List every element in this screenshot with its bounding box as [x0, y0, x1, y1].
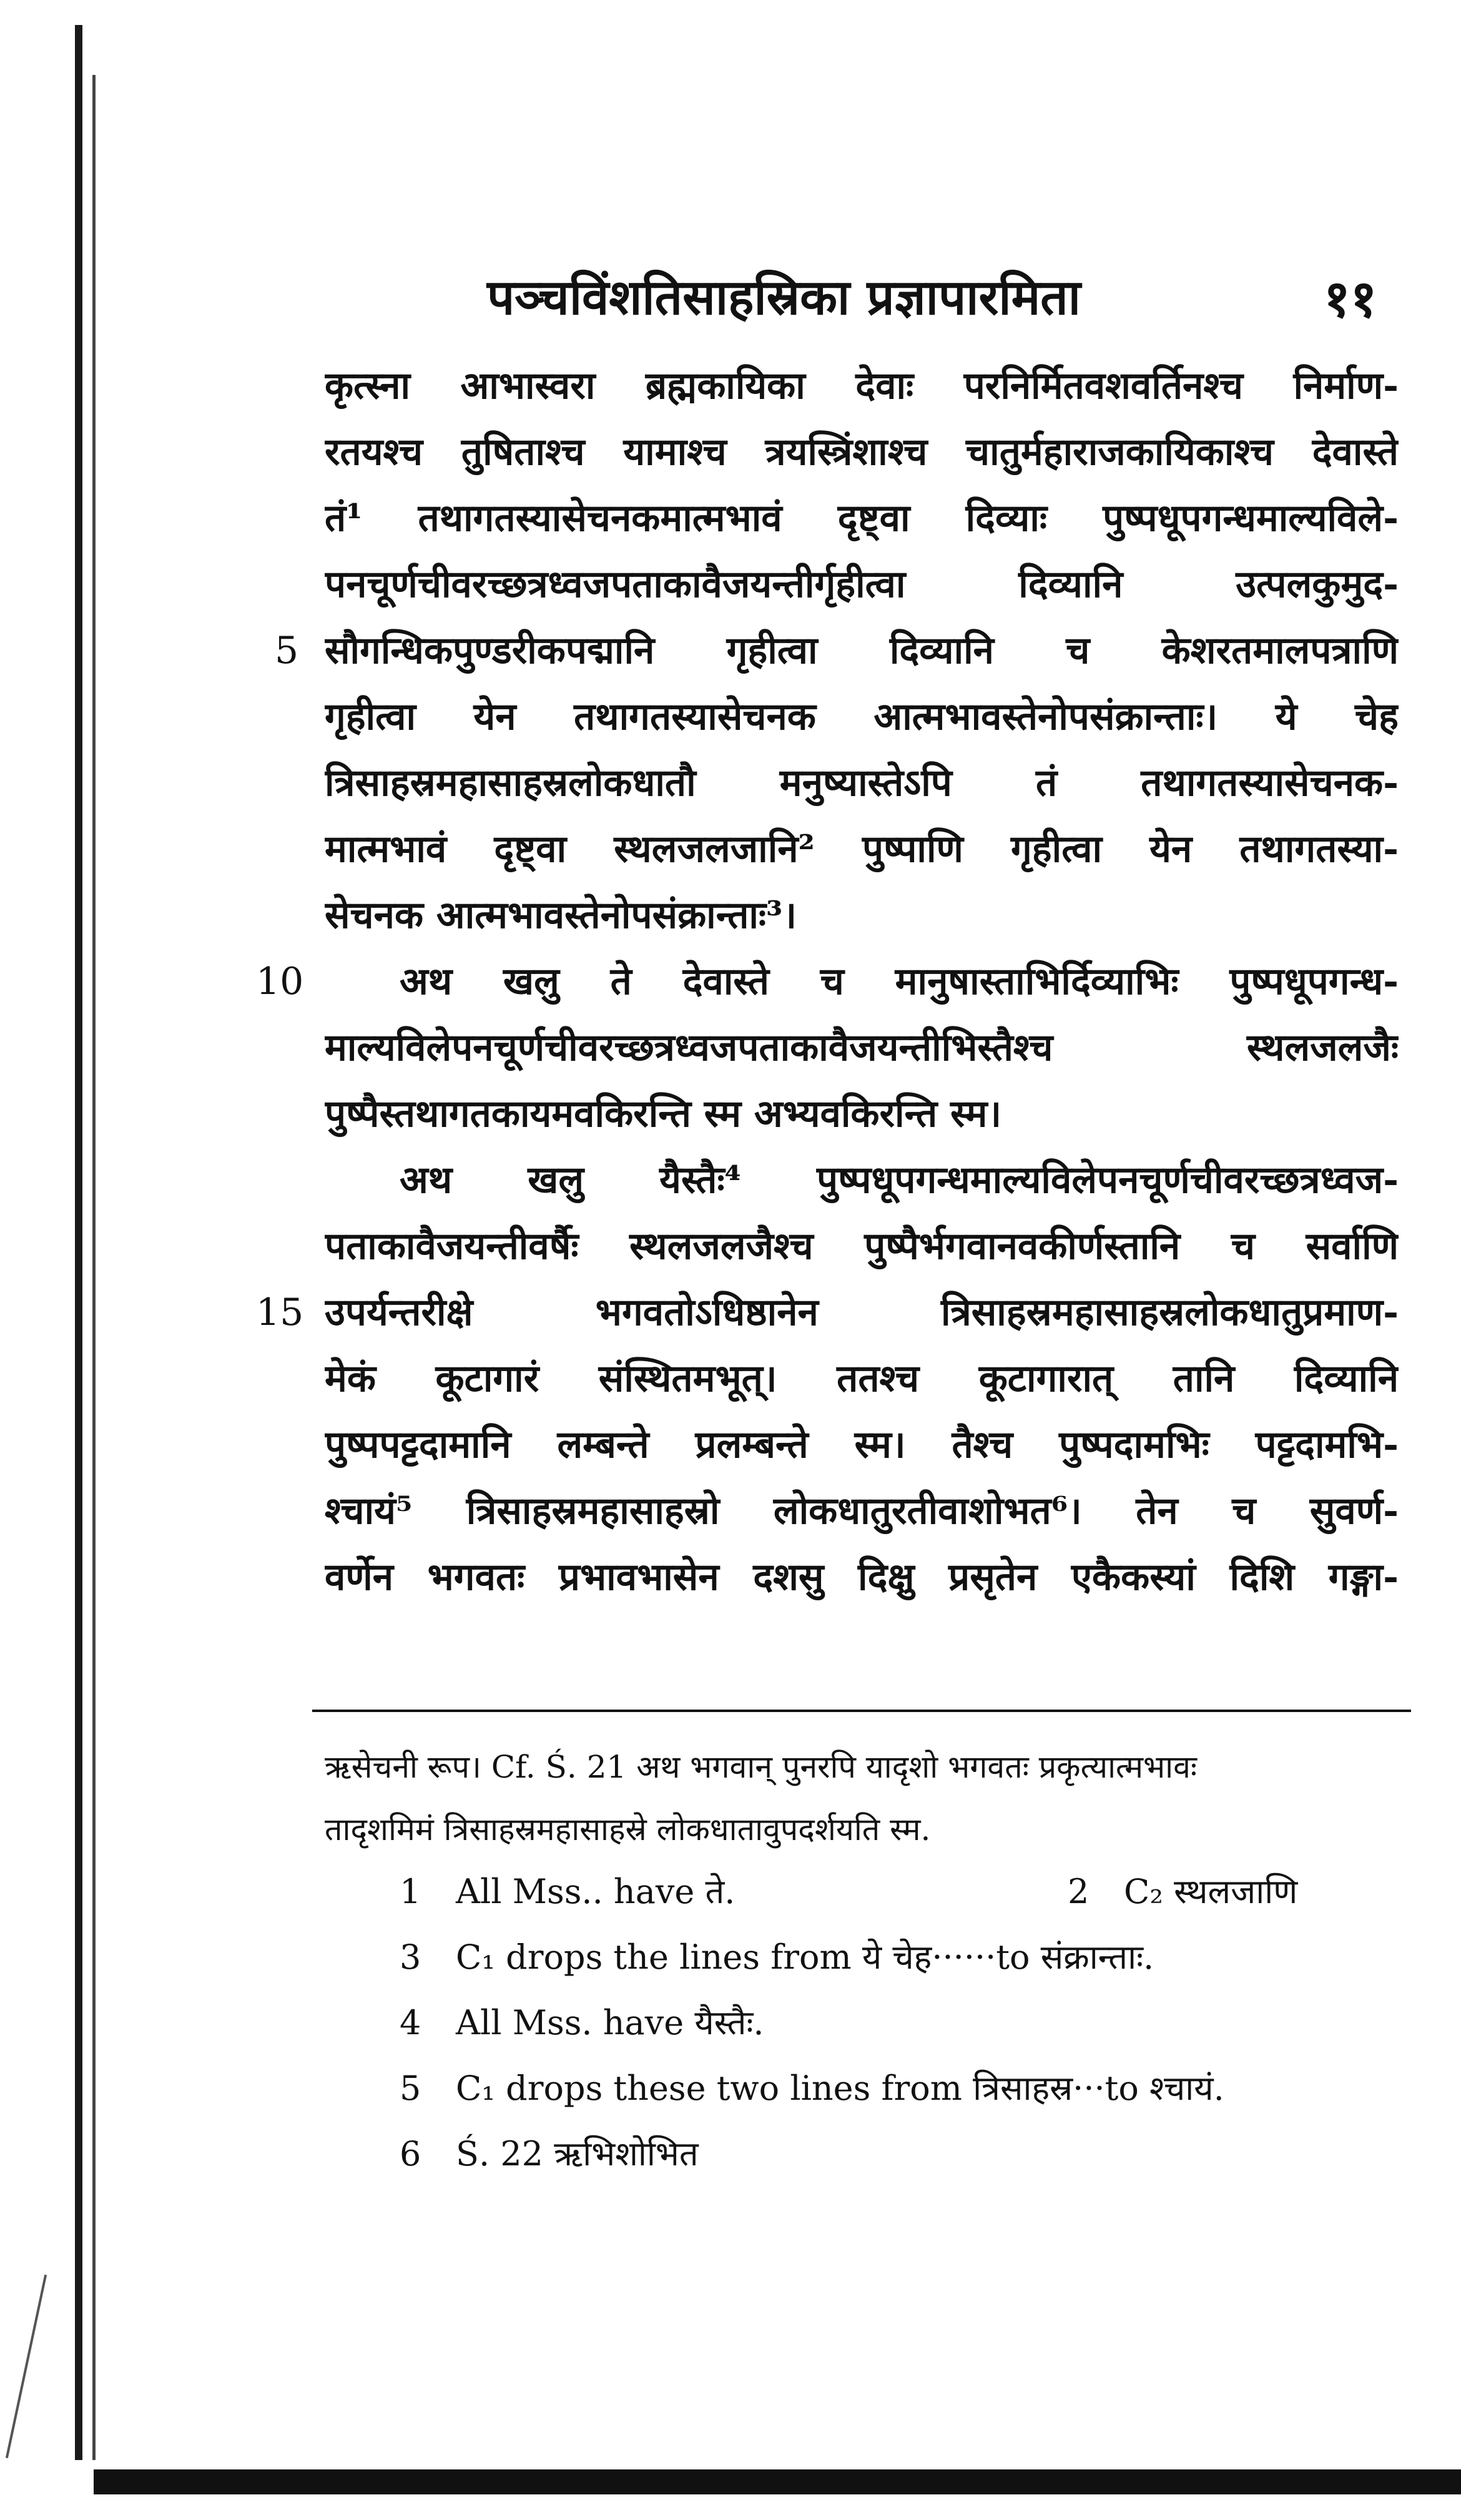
line-number-10: 10: [256, 960, 304, 1003]
text-line: श्चायं⁵ त्रिसाहस्रमहासाहस्रो लोकधातुरतीवाशोभत⁶। तेन च सुवर्ण-: [325, 1489, 1399, 1533]
footnote-text: Ś. 22 ऋभिशोभित: [456, 2134, 699, 2173]
text-line: त्रिसाहस्रमहासाहस्रलोकधातौ मनुष्यास्तेऽपि तं तथागतस्यासेचनक-: [325, 761, 1399, 805]
footnote-5: [400, 2057, 1224, 2120]
footnote-rule: [312, 1710, 1411, 1712]
page-number: ११: [1324, 269, 1377, 329]
text-line: पुष्पैस्तथागतकायमवकिरन्ति स्म अभ्यवकिरन्ति स्म।: [325, 1092, 1002, 1136]
text-line: वर्णेन भगवतः प्रभावभासेन दशसु दिक्षु प्रसृतेन एकैकस्यां दिशि गङ्गा-: [325, 1555, 1399, 1599]
page-spine-edge: [92, 75, 96, 2460]
pencil-mark: [6, 2275, 47, 2458]
footnote-number: 3: [400, 1937, 421, 1977]
line-number-5: 5: [275, 629, 299, 672]
footnote-3: [400, 1926, 1154, 1989]
page-spine-shadow: [75, 25, 82, 2460]
footnote-text: C₁ drops the lines from ये चेह······to संक्रान्ताः.: [456, 1937, 1154, 1977]
text-line: मात्मभावं दृष्ट्वा स्थलजलजानि² पुष्पाणि गृहीत्वा येन तथागतस्या-: [325, 827, 1399, 871]
text-line: उपर्यन्तरीक्षे भगवतोऽधिष्ठानेन त्रिसाहस्रमहासाहस्रलोकधातुप्रमाण-: [325, 1291, 1399, 1334]
text-line: गृहीत्वा येन तथागतस्यासेचनक आत्मभावस्तेनोपसंक्रान्ताः। ये चेह: [325, 695, 1399, 739]
footnote-continuation: ऋसेचनी रूप। Cf. Ś. 21 अथ भगवान् पुनरपि यादृशो भगवतः प्रकृत्यात्मभावः: [325, 1749, 1197, 1785]
footnote-number: 2: [1068, 1872, 1090, 1911]
text-line: रतयश्च तुषिताश्च यामाश्च त्रयस्त्रिंशाश्च चातुर्महाराजकायिकाश्च देवास्ते: [325, 430, 1399, 474]
text-line: पनचूर्णचीवरच्छत्रध्वजपताकावैजयन्तीर्गृहीत्वा दिव्यानि उत्पलकुमुद-: [325, 563, 1399, 606]
footnote-text: All Mss. have यैस्तैः.: [456, 2003, 764, 2042]
text-line: अथ खलु ते देवास्ते च मानुषास्ताभिर्दिव्याभिः पुष्पधूपगन्ध-: [400, 960, 1399, 1003]
page-header: [0, 262, 1461, 331]
text-line: कृत्स्ना आभास्वरा ब्रह्मकायिका देवाः परनिर्मितवशवर्तिनश्च निर्माण-: [325, 364, 1399, 408]
footnote-1: [400, 1861, 735, 1923]
footnote-2: [1068, 1861, 1297, 1923]
text-line: तं¹ तथागतस्यासेचनकमात्मभावं दृष्ट्वा दिव्याः पुष्पधूपगन्धमाल्यविले-: [325, 496, 1399, 540]
main-text: [325, 353, 1399, 1610]
footnote-number: 5: [400, 2069, 421, 2108]
footnote-number: 4: [400, 2003, 421, 2042]
text-line: माल्यविलेपनचूर्णचीवरच्छत्रध्वजपताकावैजयन्तीभिस्तैश्च स्थलजलजैः: [325, 1026, 1399, 1070]
text-line: सौगन्धिकपुण्डरीकपद्मानि गृहीत्वा दिव्यानि च केशरतमालपत्राणि: [325, 629, 1399, 672]
footnote-text: C₂ स्थलजाणि: [1124, 1872, 1298, 1911]
running-title: पञ्चविंशतिसाहस्रिका प्रज्ञापारमिता: [487, 269, 1081, 326]
text-line: पुष्पपट्टदामानि लम्बन्ते प्रलम्बन्ते स्म। तैश्च पुष्पदामभिः पट्टदामभि-: [325, 1423, 1399, 1467]
text-line: पताकावैजयन्तीवर्षैः स्थलजलजैश्च पुष्पैर्भगवानवकीर्णस्तानि च सर्वाणि: [325, 1224, 1399, 1268]
footnote-4: [400, 1992, 764, 2054]
text-line: मेकं कूटागारं संस्थितमभूत्। ततश्च कूटागारात् तानि दिव्यानि: [325, 1357, 1399, 1400]
text-line: सेचनक आत्मभावस्तेनोपसंक्रान्ताः³।: [325, 893, 797, 937]
footnote-text: C₁ drops these two lines from त्रिसाहस्र···to श्चायं.: [456, 2069, 1224, 2108]
footnote-number: 6: [400, 2134, 421, 2173]
footnote-6: [400, 2123, 699, 2185]
footnote-continuation: तादृशमिमं त्रिसाहस्रमहासाहस्रे लोकधातावुपदर्शयति स्म.: [325, 1811, 931, 1848]
footnote-text: All Mss.. have ते.: [456, 1872, 735, 1911]
text-line: अथ खलु यैस्तैः⁴ पुष्पधूपगन्धमाल्यविलेपनचूर्णचीवरच्छत्रध्वज-: [400, 1158, 1399, 1202]
footnote-number: 1: [400, 1872, 421, 1911]
footnotes: [325, 1736, 1399, 1861]
page-bottom-edge: [94, 2469, 1461, 2494]
line-number-15: 15: [256, 1291, 304, 1334]
